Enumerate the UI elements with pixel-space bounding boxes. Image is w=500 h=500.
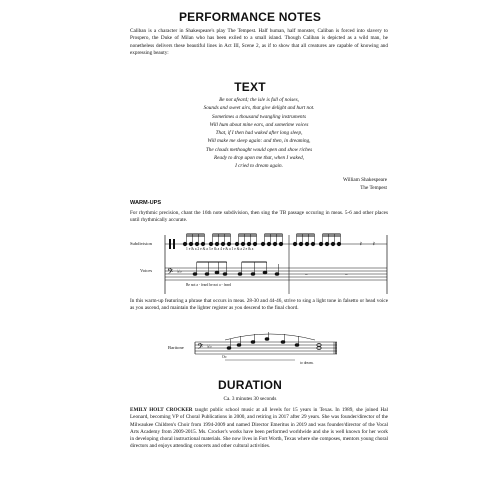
svg-text:𝄼: 𝄼 <box>345 271 348 279</box>
poem-line: That, if I then had waked after long sleep, <box>215 130 303 137</box>
svg-text:♭♭: ♭♭ <box>207 344 212 350</box>
svg-text:𝄽: 𝄽 <box>360 241 362 248</box>
poem-line: Will hum about mine ears, and sometime voices <box>209 121 309 128</box>
text-heading: TEXT <box>234 80 266 94</box>
performance-notes-paragraph: Caliban is a character in Shakespeare's play The Tempest. Half human, half monster, Caliban is forced into slavery to Prospero, the Duke of Milan who has been exiled to a small island. Though Caliban is depicted as a wild man, he nonetheless delivers these beautiful lines in Act III, Scene 2, as if to show that all creatures are capable of knowing and expressing beauty: <box>130 28 388 56</box>
warm-ups-paragraph-1: For rhythmic precision, chant the 16th note subdivision, then sing the TB passage occuring in meas. 5-6 and other places until rhythmically accurate. <box>130 210 388 224</box>
svg-text:𝄢: 𝄢 <box>167 268 174 279</box>
poem-attribution <box>343 176 387 193</box>
warm-ups-heading: WARM-UPS <box>130 200 162 206</box>
poem-line: Ready to drop upon me that, when I waked, <box>214 155 304 162</box>
voices-lyric: Be not a - feard be not a - feard <box>186 283 231 287</box>
duration-value: Ca. 3 minutes 30 seconds <box>223 396 277 402</box>
warm-ups-paragraph-2: In this warm-up featuring a phrase that occurs in meas. 28-30 and 44-46, strive to sing a light tone in falsetto or head voice as you ascend, and maintain the lighter register as you descend to the final chord. <box>130 298 388 312</box>
staff-label-baritone: Baritone <box>168 345 184 350</box>
performance-notes-heading: PERFORMANCE NOTES <box>178 10 322 24</box>
poem-line: I cried to dream again. <box>235 163 283 170</box>
composer-name: EMILY HOLT CROCKER <box>130 407 193 413</box>
svg-text:𝄽: 𝄽 <box>373 241 375 248</box>
poem-line: Will make me sleep again: and then, in dreaming, <box>207 138 311 145</box>
poem-line: Sounds and sweet airs, that give delight and hurt not. <box>203 105 315 112</box>
svg-text:𝄼: 𝄼 <box>305 271 308 279</box>
staff-label-voices: Voices <box>140 268 153 273</box>
baritone-lyric-oo: Oo <box>222 355 227 359</box>
subdivision-counts: 1 e & a 2 e & a 3 e & a 4 e & a 1 e & a 2 e & a <box>186 247 254 251</box>
poem <box>130 96 388 171</box>
poem-line: Be not afeard; the isle is full of noises, <box>219 97 299 103</box>
poem-author: William Shakespeare <box>342 177 387 183</box>
duration-heading: DURATION <box>217 378 283 392</box>
music-example-2 <box>195 330 340 365</box>
composer-bio <box>130 407 388 451</box>
poem-source: The Tempest <box>360 185 387 192</box>
baritone-lyric-dream: to dream. <box>300 361 314 365</box>
staff-label-subdivision: Subdivision <box>130 241 152 246</box>
svg-text:𝄢: 𝄢 <box>197 343 204 354</box>
composer-bio-text: taught public school music at all levels for 15 years in Texas. In 1989, she joined Hal Leonard, becoming VP of Choral Publications in 2000, and retiring in 2017 after 29 years. She was founder/director of the Milwaukee Children's Choir from 1994-2009 and named Director Emeritus in 2019 and was founder/director of the Vocal Arts Academy from 2009-2015. Ms. Crocker's works have been performed worldwide and she is well known for her work in developing choral instructional materials. She now lives in Fort Worth, Texas where she composes, mentors young choral directors and enjoys attending concerts and other cultural activities. <box>130 407 388 450</box>
poem-line: Sometimes a thousand twangling instruments <box>212 113 306 120</box>
poem-line: The clouds methought would open and show riches <box>205 146 313 153</box>
svg-text:♭♭: ♭♭ <box>177 269 182 275</box>
